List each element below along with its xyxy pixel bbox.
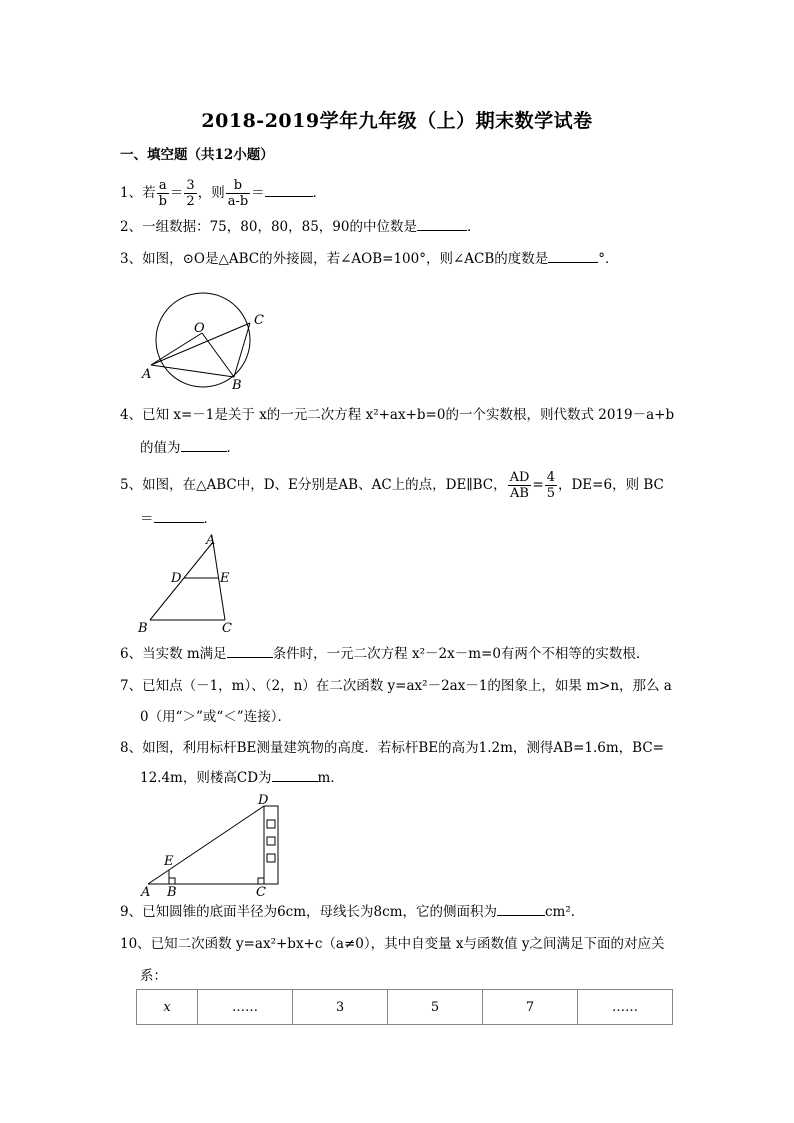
- page-title: 2018-2019学年九年级（上）期末数学试卷: [201, 110, 593, 132]
- question-5-line2: ＝ ．: [140, 511, 217, 527]
- question-9: 9、已知圆锥的底面半径为6cm，母线长为8cm，它的侧面积为 cm²．: [120, 904, 585, 920]
- answer-blank-4[interactable]: [181, 438, 227, 452]
- label-C: C: [222, 621, 232, 636]
- answer-blank-1[interactable]: [265, 183, 313, 197]
- fraction-a-over-b: $\frac{a}{b}$: [158, 178, 167, 209]
- question-2: 2、一组数据：75，80，80，85，90的中位数是 ．: [120, 219, 481, 235]
- table-cell: 5: [388, 990, 483, 1025]
- question-8-line2: 12.4m，则楼高CD为 m．: [140, 770, 344, 786]
- table-cell: 7: [483, 990, 578, 1025]
- table-cell: ……: [578, 990, 673, 1025]
- answer-blank-6[interactable]: [227, 644, 273, 658]
- answer-blank-9[interactable]: [497, 902, 545, 916]
- answer-blank-3[interactable]: [548, 249, 598, 263]
- table-cell: 3: [293, 990, 388, 1025]
- label-D: D: [171, 571, 182, 586]
- table-cell: ……: [198, 990, 293, 1025]
- answer-blank-5[interactable]: [154, 509, 204, 523]
- question-8: 8、如图，利用标杆BE测量建筑物的高度．若标杆BE的高为1.2m，测得AB=1.6m，BC=: [120, 740, 664, 756]
- answer-blank-8[interactable]: [272, 768, 318, 782]
- label-E: E: [220, 571, 230, 586]
- answer-blank-2[interactable]: [417, 217, 467, 231]
- label-D: D: [258, 793, 269, 808]
- label-B: B: [167, 885, 177, 900]
- question-4-line2: 的值为 ．: [140, 440, 240, 456]
- fraction-4-over-5: $\frac{4}{5}$: [546, 470, 555, 501]
- question-7: 7、已知点（－1，m）、（2，n）在二次函数 y=ax²－2ax－1的图象上，如果 m>n，那么 a: [120, 678, 672, 694]
- question-1: 1、若 $\frac{a}{b}$ ＝ $\frac{3}{2}$ ，则 $\frac{b}{a-b}$ ＝ ．: [120, 178, 327, 209]
- label-B: B: [138, 621, 148, 636]
- section-heading: 一、填空题（共12小题）: [120, 147, 274, 163]
- question-6: 6、当实数 m满足 条件时，一元二次方程 x²－2x－m=0有两个不相等的实数根．: [120, 646, 650, 662]
- question-5: 5、如图，在△ABC中，D、E分别是AB、AC上的点，DE∥BC， $\frac{AD}{AB}$ = $\frac{4}{5}$ ，DE=6，则 BC: [120, 470, 664, 501]
- question-4: 4、已知 x=－1是关于 x的一元二次方程 x²+ax+b=0的一个实数根，则代数式 2019－a+b: [120, 407, 675, 423]
- question-7-line2: 0（用“＞”或“＜”连接）．: [140, 709, 291, 725]
- label-A: A: [142, 367, 152, 382]
- fraction-b-over-a-minus-b: $\frac{b}{a-b}$: [227, 178, 249, 209]
- fraction-3-over-2: $\frac{3}{2}$: [186, 178, 195, 209]
- question-10: 10、已知二次函数 y=ax²+bx+c（a≠0），其中自变量 x与函数值 y之间满足下面的对应关: [120, 936, 665, 952]
- label-E: E: [164, 854, 174, 869]
- label-A: A: [206, 533, 216, 548]
- label-C: C: [254, 313, 264, 328]
- question-10-line2: 系：: [140, 968, 167, 984]
- triangle-figure: [134, 532, 244, 637]
- building-figure: [140, 792, 290, 900]
- label-A: A: [141, 885, 151, 900]
- fraction-AD-over-AB: $\frac{AD}{AB}$: [509, 470, 530, 501]
- value-table: [136, 989, 673, 1025]
- label-C: C: [256, 885, 266, 900]
- question-3: 3、如图，⊙O是△ABC的外接圆，若∠AOB=100°，则∠ACB的度数是 °．: [120, 251, 619, 267]
- label-O: O: [194, 321, 205, 336]
- label-B: B: [232, 378, 242, 390]
- table-row: [137, 990, 673, 1025]
- table-cell: x: [137, 990, 198, 1025]
- circle-figure: [138, 290, 268, 390]
